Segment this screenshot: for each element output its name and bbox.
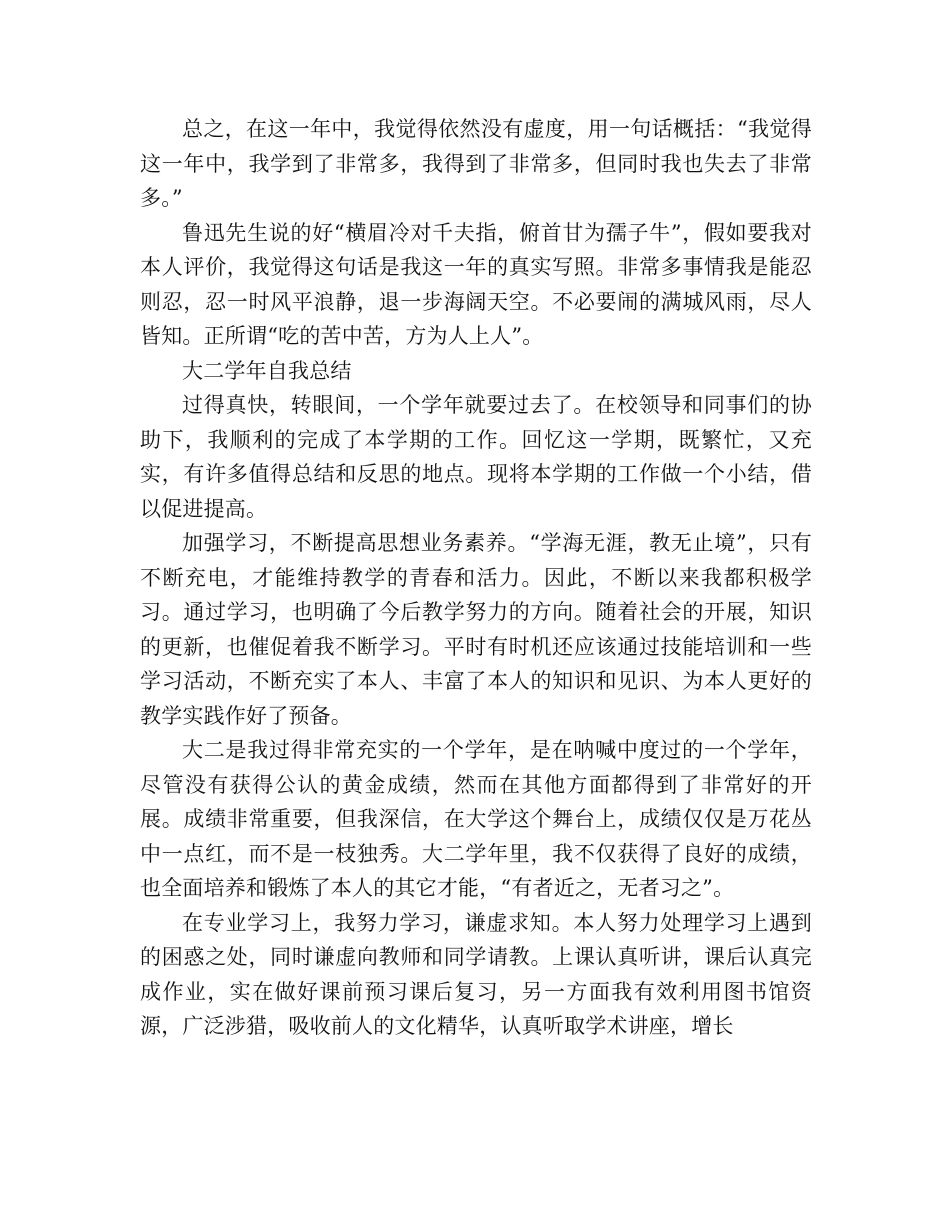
paragraph-professional-study: 在专业学习上，我努力学习，谦虚求知。本人努力处理学习上遇到的困惑之处，同时谦虚向教师和同学请教。上课认真听讲，课后认真完成作业，实在做好课前预习课后复习，另一方面我有效利用图书馆资源，广泛涉猎，吸收前人的文化精华，认真听取学术讲座，增长 (140, 910, 812, 1038)
paragraph-intro: 过得真快，转眼间，一个学年就要过去了。在校领导和同事们的协助下，我顺利的完成了本学期的工作。回忆这一学期，既繁忙，又充实，有许多值得总结和反思的地点。现将本学期的工作做一个小结，借以促进提高。 (140, 393, 812, 521)
paragraph-study: 加强学习，不断提高思想业务素养。“学海无涯，教无止境”，只有不断充电，才能维持教学的青春和活力。因此，不断以来我都积极学习。通过学习，也明确了今后教学努力的方向。随着社会的开展，知识的更新，也催促着我不断学习。平时有时机还应该通过技能培训和一些学习活动，不断充实了本人、丰富了本人的知识和见识、为本人更好的教学实践作好了预备。 (140, 531, 812, 728)
paragraph-summary: 总之，在这一年中，我觉得依然没有虚度，用一句话概括：“我觉得这一年中，我学到了非常多，我得到了非常多，但同时我也失去了非常多。” (140, 117, 812, 210)
paragraph-sophomore-year: 大二是我过得非常充实的一个学年，是在呐喊中度过的一个学年，尽管没有获得公认的黄金成绩，然而在其他方面都得到了非常好的开展。成绩非常重要，但我深信，在大学这个舞台上，成绩仅仅是万花丛中一点红，而不是一枝独秀。大二学年里，我不仅获得了良好的成绩，也全面培养和锻炼了本人的其它才能，“有者近之，无者习之”。 (140, 738, 812, 900)
section-heading: 大二学年自我总结 (182, 358, 352, 383)
document-page (140, 112, 812, 1044)
paragraph-lu-xun-quote: 鲁迅先生说的好“横眉冷对千夫指，俯首甘为孺子牛”，假如要我对本人评价，我觉得这句话是我这一年的真实写照。非常多事情我是能忍则忍，忍一时风平浪静，退一步海阔天空。不必要闹的满城风雨，尽人皆知。正所谓“吃的苦中苦，方为人上人”。 (140, 220, 812, 348)
